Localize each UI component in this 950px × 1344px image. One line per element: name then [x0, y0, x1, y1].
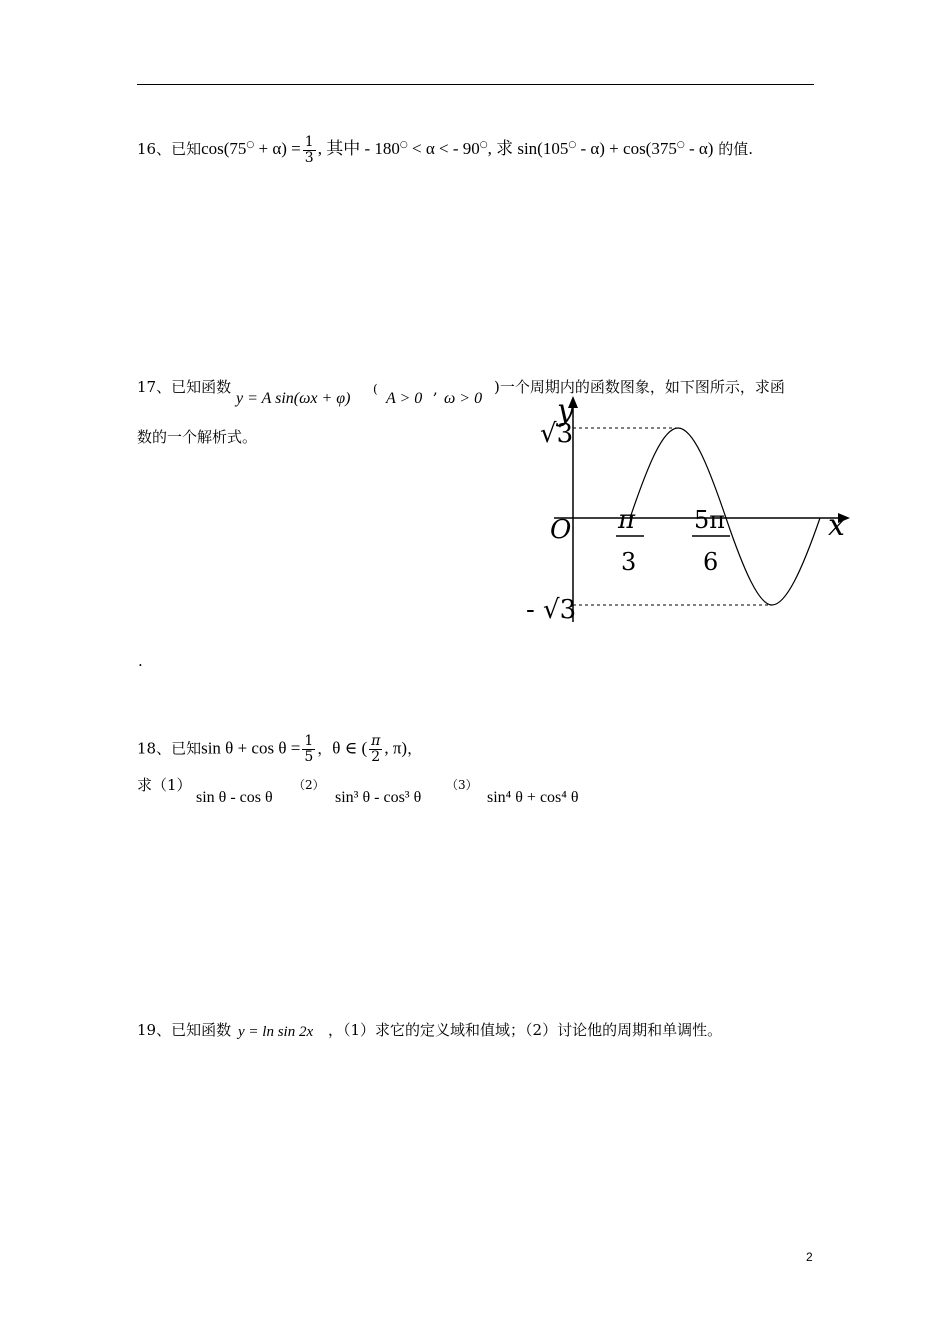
- origin-label: O: [550, 515, 572, 545]
- question-17: [137, 376, 231, 398]
- part-3-label: （3）: [446, 778, 478, 792]
- math-expression: + α) =: [254, 139, 301, 158]
- function-expression: y = A sin(ωx + φ): [236, 390, 351, 407]
- math-expression: sin θ + cos θ =: [201, 738, 301, 758]
- math-expression: - α): [684, 139, 714, 158]
- math-condition: , 其中 - 180: [317, 139, 400, 158]
- header-rule: [137, 84, 814, 85]
- tick-pi-3-denominator: 3: [621, 548, 637, 576]
- part-2-expression: sin³ θ - cos³ θ: [335, 789, 422, 806]
- x-axis-label: x: [828, 508, 845, 543]
- condition-a: A > 0: [386, 390, 423, 407]
- fraction: $\frac{\pi}{2}$: [371, 733, 381, 765]
- tick-5pi-6-denominator: 6: [703, 548, 719, 576]
- stray-dot: .: [138, 652, 143, 670]
- question-number: 19、已知函数: [137, 1021, 232, 1039]
- math-expression: sin(105: [517, 139, 569, 158]
- y-axis-label: y: [557, 393, 574, 428]
- function-expression: y = ln sin 2x: [238, 1024, 314, 1040]
- question-18: 18、已知sin θ + cos θ = $\frac{1}{5}$ ，θ ∈ ( $\frac{\pi}{2}$ , π)，: [137, 733, 423, 765]
- question-18-parts: 求（1）: [137, 776, 192, 794]
- tick-pi-3-numerator: π: [618, 505, 636, 535]
- condition-omega: ω > 0: [444, 390, 483, 407]
- math-condition: < α < - 90: [407, 139, 480, 158]
- question-number: 17、已知函数: [137, 378, 232, 396]
- tick-5pi-6-numerator: 5π: [694, 506, 726, 534]
- part-1-expression: sin θ - cos θ: [196, 789, 273, 806]
- math-expression: - α) + cos(375: [576, 139, 677, 158]
- sine-graph: [520, 390, 860, 630]
- fraction: $\frac{1}{5}$: [304, 733, 314, 765]
- question-17-line-2: 数的一个解析式。: [137, 428, 258, 446]
- question-number: 16、已知: [137, 140, 202, 158]
- page-number: 2: [806, 1250, 813, 1264]
- max-value-label: √3: [540, 419, 574, 449]
- part-2-label: （2）: [293, 778, 325, 792]
- part-3-expression: sin⁴ θ + cos⁴ θ: [487, 789, 579, 806]
- question-16: 16、已知cos(75○ + α) = $\frac{1}{3}$ , 其中 - 180○ < α < - 90○, 求 sin(105○ - α) + cos(375○ - α) 的值.: [137, 133, 753, 166]
- math-expression: cos(75: [201, 139, 247, 158]
- question-number: 18、已知: [137, 739, 202, 758]
- min-value-label: - √3: [526, 595, 577, 625]
- question-19: [137, 1019, 231, 1041]
- fraction: $\frac{1}{3}$: [304, 133, 314, 166]
